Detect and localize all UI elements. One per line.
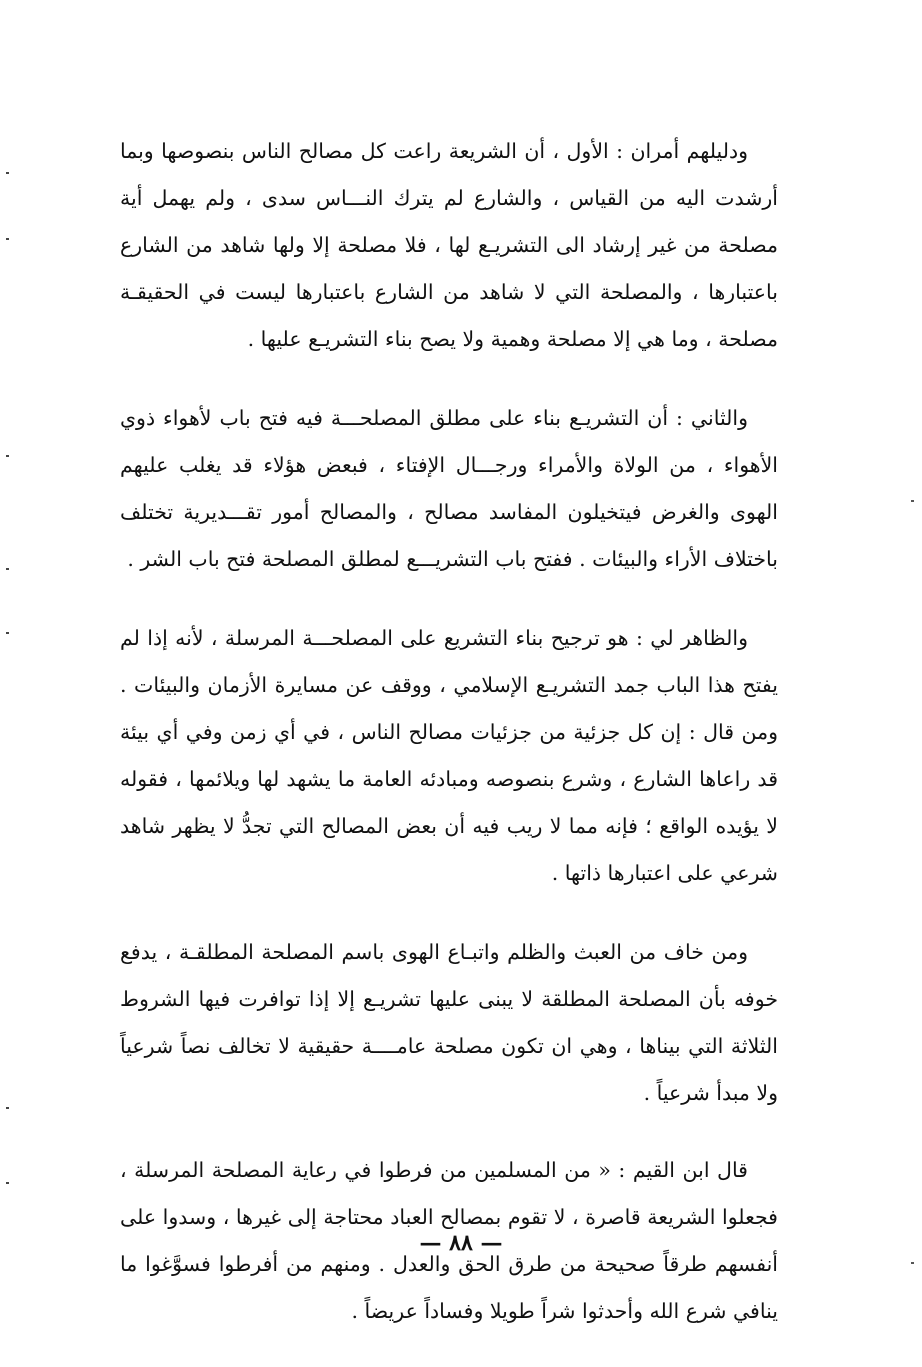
margin-mark (6, 568, 9, 570)
margin-mark (6, 455, 9, 457)
margin-mark (6, 632, 9, 634)
page-body (120, 128, 778, 1367)
paragraph-1: ودليلهم أمران : الأول ، أن الشريعة راعت كل مصالح الناس بنصوصها وبما أرشدت اليه من القياس ، والشارع لم يترك النـــاس سدى ، ولم يهمل أية مصلحة من غير إرشاد الى التشريـع لها ، فلا مصلحة إلا ولها شاهد من الشارع باعتبارها ، والمصلحة التي لا شاهد من الشارع باعتبارها ليست في الحقيقـة مصلحة ، وما هي إلا مصلحة وهمية ولا يصح بناء التشريـع عليها . (120, 139, 778, 351)
margin-mark (6, 1182, 9, 1184)
margin-mark (911, 1262, 914, 1264)
paragraph-3: والظاهر لي : هو ترجيح بناء التشريع على المصلحـــة المرسلة ، لأنه إذا لم يفتح هذا الباب جمد التشريـع الإسلامي ، ووقف عن مسايرة الأزمان والبيئات . ومن قال : إن كل جزئية من جزئيات مصالح الناس ، في أي زمن وفي أي بيئة قد راعاها الشارع ، وشرع بنصوصه ومبادئه العامة ما يشهد لها ويلائمها ، فقوله لا يؤيده الواقع ؛ فإنه مما لا ريب فيه أن بعض المصالح التي تجدُّ لا يظهر شاهد شرعي على اعتبارها ذاتها . (120, 626, 778, 885)
margin-mark (6, 172, 9, 174)
margin-mark (6, 238, 9, 240)
margin-mark (6, 1107, 9, 1109)
margin-mark (911, 500, 914, 502)
paragraph-4: ومن خاف من العبث والظلم واتبـاع الهوى باسم المصلحة المطلقـة ، يدفع خوفه بأن المصلحة المطلقة لا يبنى عليها تشريـع إلا إذا توافرت فيها الشروط الثلاثة التي بيناها ، وهي ان تكون مصلحة عامــــة حقيقية لا تخالف نصاً شرعياً ولا مبدأ شرعياً . (120, 940, 778, 1105)
page-number: — ٨٨ — (419, 1230, 503, 1256)
paragraph-5: قال ابن القيم : « من المسلمين من فرطوا في رعاية المصلحة المرسلة ، فجعلوا الشريعة قاصرة ، لا تقوم بمصالح العباد محتاجة إلى غيرها ، وسدوا على أنفسهم طرقاً صحيحة من طرق الحق والعدل . ومنهم من أفرطوا فسوَّغوا ما ينافي شرع الله وأحدثوا شراً طويلا وفساداً عريضاً . (120, 1158, 778, 1323)
paragraph-2: والثاني : أن التشريـع بناء على مطلق المصلحـــة فيه فتح باب لأهواء ذوي الأهواء ، من الولاة والأمراء ورجـــال الإفتاء ، فبعض هؤلاء قد يغلب عليهم الهوى والغرض فيتخيلون المفاسد مصالح ، والمصالح أمور تقـــديرية تختلف باختلاف الأراء والبيئات . ففتح باب التشريـــع لمطلق المصلحة فتح باب الشر . (120, 406, 778, 571)
